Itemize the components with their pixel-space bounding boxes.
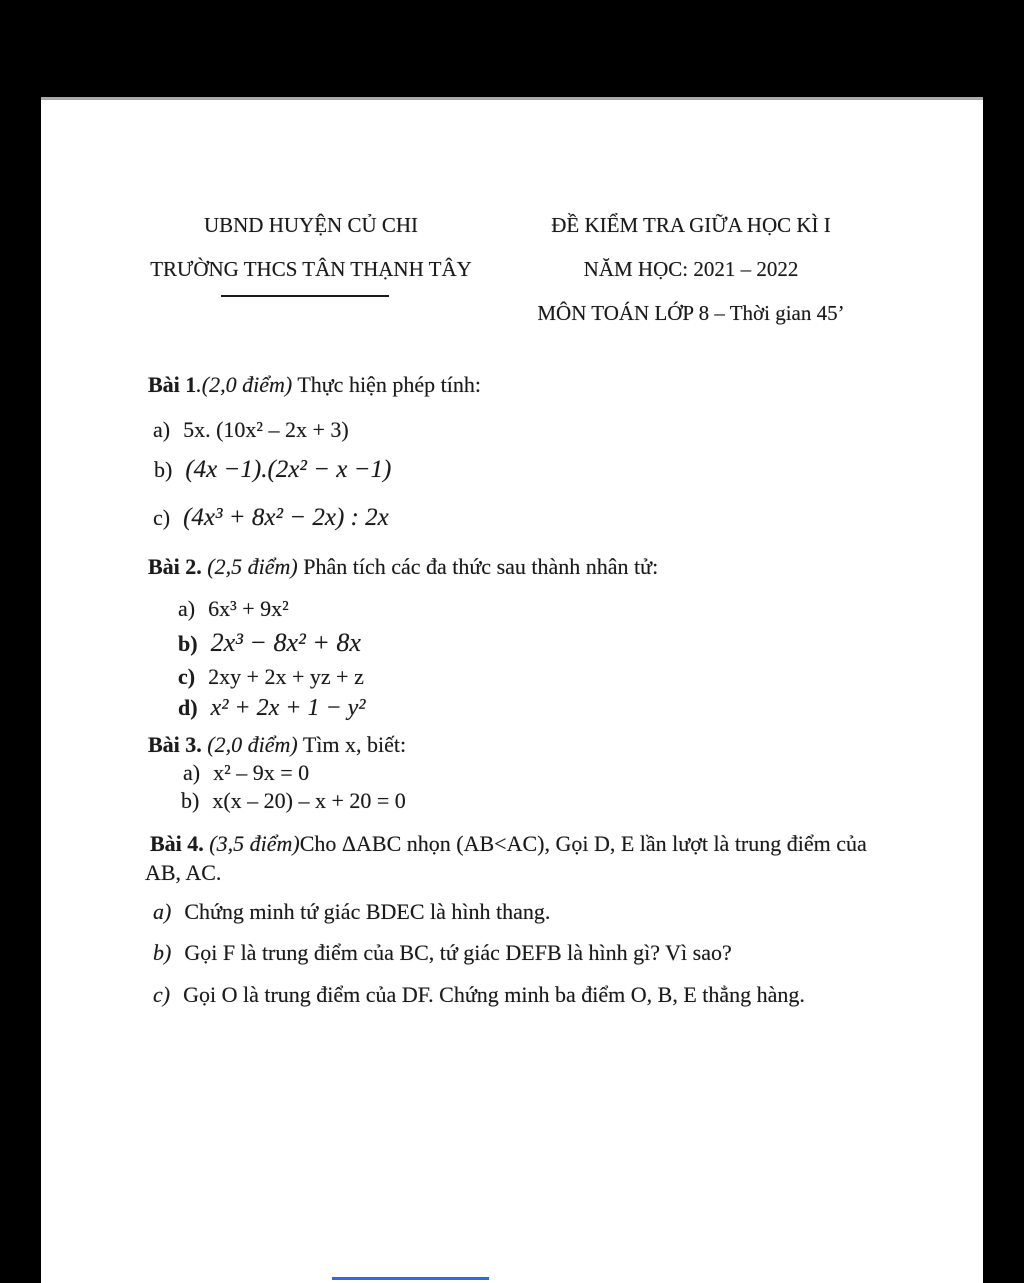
problem-1-points: .(2,0 điểm) [196,372,293,397]
part-label: b) [154,457,173,482]
problem-4-label: Bài 4. [150,831,204,856]
problem-3-points: (2,0 điểm) [201,732,298,757]
problem-4-heading [150,831,867,857]
part-text: Gọi O là trung điểm của DF. Chứng minh ba điểm O, B, E thẳng hàng. [183,982,805,1007]
part-label: c) [153,982,171,1007]
problem-2-part-b [178,628,361,658]
problem-2-part-a [178,596,289,622]
part-text: x² + 2x + 1 − y² [210,695,366,721]
problem-3-label: Bài 3. [148,732,202,757]
exam-title: ĐỀ KIỂM TRA GIỮA HỌC KÌ I [551,213,831,237]
school-name: TRƯỜNG THCS TÂN THẠNH TÂY [150,257,472,281]
part-label: c) [153,505,171,530]
part-text: 5x. (10x² – 2x + 3) [183,417,349,442]
part-label: b) [153,940,172,965]
problem-3-heading [148,732,406,758]
problem-3-part-a [183,760,309,786]
part-text: 2x³ − 8x² + 8x [210,628,361,657]
part-label: a) [183,760,201,785]
problem-2-title: Phân tích các đa thức sau thành nhân tử: [297,554,659,579]
part-text: x² – 9x = 0 [213,760,310,785]
problem-2-label: Bài 2. [148,554,202,579]
part-label: a) [153,899,172,924]
part-text: 2xy + 2x + yz + z [208,664,364,689]
problem-4-heading-line2: AB, AC. [145,860,222,885]
problem-4-points: (3,5 điểm) [203,831,300,856]
problem-3-part-b [181,788,406,814]
problem-1-title: Thực hiện phép tính: [292,372,481,397]
problem-2-part-c [178,664,364,690]
problem-4-part-c [153,982,805,1008]
header-divider-line [221,295,389,297]
school-year: NĂM HỌC: 2021 – 2022 [583,257,799,281]
problem-2-points: (2,5 điểm) [201,554,298,579]
part-text: (4x³ + 8x² − 2x) : 2x [183,504,389,531]
subject-and-duration: MÔN TOÁN LỚP 8 – Thời gian 45’ [537,301,845,325]
problem-4-title: Cho ΔABC nhọn (AB<AC), Gọi D, E lần lượt là trung điểm của [299,831,867,856]
org-name: UBND HUYỆN CỦ CHI [203,213,419,237]
part-text: (4x −1).(2x² − x −1) [185,456,392,483]
problem-2-part-d [178,695,366,722]
part-label: d) [178,695,198,720]
problem-4-part-a [153,899,550,925]
part-label: b) [181,788,200,813]
problem-4-part-b [153,940,732,966]
problem-2-heading [148,554,658,580]
part-text: 6x³ + 9x² [208,596,289,621]
document-page [41,97,983,1283]
part-text: x(x – 20) – x + 20 = 0 [212,788,406,813]
part-label: a) [178,596,196,621]
header-right [481,203,901,335]
problem-1-part-a [153,417,349,443]
problem-1-heading [148,372,481,398]
header-left [121,203,501,291]
problem-1-part-b [154,456,391,484]
problem-1-label: Bài 1 [148,372,197,397]
part-text: Chứng minh tứ giác BDEC là hình thang. [184,899,551,924]
part-label: b) [178,631,198,656]
problem-3-title: Tìm x, biết: [297,732,407,757]
part-label: a) [153,417,171,442]
part-text: Gọi F là trung điểm của BC, tứ giác DEFB là hình gì? Vì sao? [184,940,732,965]
part-label: c) [178,664,196,689]
problem-1-part-c [153,504,389,532]
